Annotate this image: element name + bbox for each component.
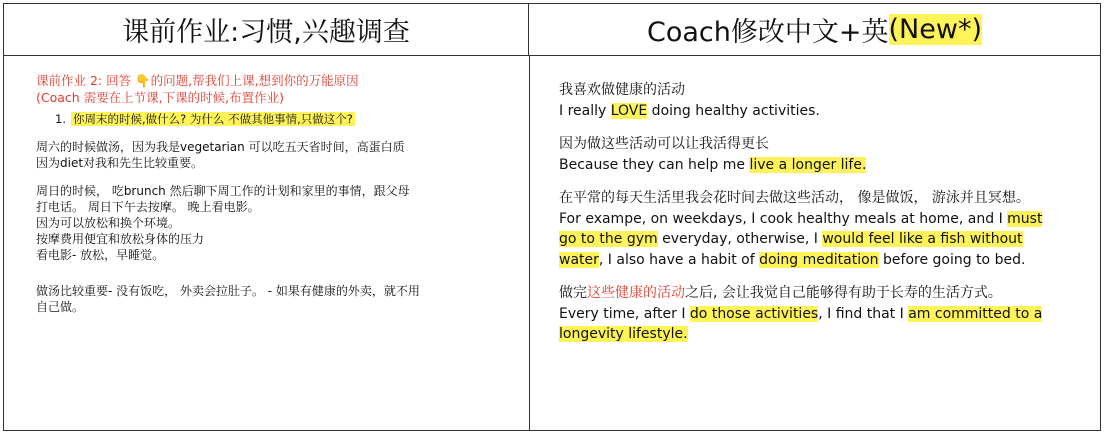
- english-sentence: [559, 101, 1064, 122]
- left-column-content: [36, 72, 506, 315]
- text-run: For exampe, on weekdays, I cook healthy meals at home, and I: [559, 210, 1008, 227]
- right-column-content: [559, 80, 1064, 358]
- assignment-note: (Coach 需要在上节课,下课的时候,布置作业): [36, 90, 285, 105]
- answer-line: 做汤比较重要- 没有饭吃， 外卖会拉肚子。 - 如果有健康的外卖，就不用: [36, 284, 420, 298]
- pointing-down-icon: 👇: [135, 73, 151, 88]
- revision-block-3: [559, 188, 1064, 270]
- answer-paragraph-saturday: [36, 139, 506, 171]
- answer-paragraph-sunday: [36, 183, 506, 263]
- highlighted-phrase: live a longer life.: [749, 156, 867, 173]
- text-run: before going to bed.: [878, 251, 1026, 268]
- chinese-sentence: 因为做这些活动可以让我活得更长: [559, 136, 769, 152]
- highlighted-phrase: LOVE: [610, 102, 648, 119]
- answer-line: 自己做。: [36, 300, 85, 314]
- text-run: 之后, 会让我觉自己能够得有助于长寿的生活方式。: [685, 285, 1002, 301]
- right-header-new-badge: (New*): [888, 14, 982, 45]
- text-run: doing healthy activities.: [647, 102, 820, 119]
- answer-line: 因为可以放松和换个环境。: [36, 216, 181, 230]
- left-column-header: [4, 4, 529, 56]
- highlighted-phrase: must go to the gym: [559, 210, 1043, 247]
- revision-block-4: [559, 283, 1064, 345]
- answer-line: 周日的时候， 吃brunch 然后聊下周工作的计划和家里的事情，跟父母: [36, 184, 410, 198]
- text-run: 做完: [559, 285, 587, 301]
- text-run: I really: [559, 102, 611, 119]
- english-sentence: [559, 155, 1064, 176]
- answer-line: 因为diet对我和先生比较重要。: [36, 156, 204, 170]
- column-divider: [529, 56, 530, 430]
- question-number: 1.: [55, 112, 66, 126]
- chinese-sentence: 我喜欢做健康的活动: [559, 82, 685, 98]
- text-run: , I find that I: [818, 305, 909, 322]
- text-run: everyday, otherwise, I: [657, 231, 823, 247]
- english-sentence: [559, 209, 1064, 271]
- answer-line: 按摩费用便宜和放松身体的压力: [36, 232, 205, 246]
- english-sentence: [559, 304, 1064, 345]
- answer-line: 看电影- 放松，早睡觉。: [36, 248, 165, 262]
- answer-line: 周六的时候做汤，因为我是vegetarian 可以吃五天省时间，高蛋白质: [36, 140, 405, 154]
- highlighted-phrase: doing meditation: [759, 251, 879, 268]
- red-phrase: 这些健康的活动: [587, 285, 685, 301]
- answer-line: 打电话。 周日下午去按摩。 晚上看电影。: [36, 200, 260, 214]
- question-text: 你周末的时候,做什么? 为什么 不做其他事情,只做这个?: [73, 112, 353, 126]
- assignment-title-suffix: 的问题,帮我们上课,想到你的万能原因: [150, 73, 359, 88]
- question-item: [55, 111, 506, 127]
- right-column-header: [529, 4, 1100, 56]
- chinese-sentence: [559, 283, 1064, 304]
- assignment-title: [36, 72, 506, 89]
- highlighted-phrase: am committed to a longevity lifestyle.: [559, 305, 1043, 342]
- right-header-title: Coach修改中文+英: [647, 17, 889, 48]
- text-run: , I also have a habit of: [598, 251, 760, 268]
- answer-paragraph-soup: [36, 283, 506, 315]
- highlighted-phrase: do those activities: [689, 305, 819, 322]
- revision-block-2: [559, 134, 1064, 175]
- chinese-sentence: 在平常的每天生活里我会花时间去做这些活动， 像是做饭， 游泳并且冥想。: [559, 190, 1030, 206]
- text-run: Every time, after I: [559, 305, 690, 322]
- revision-block-1: [559, 80, 1064, 121]
- highlighted-phrase: would feel like a fish without water: [559, 231, 1023, 268]
- left-header-title: 课前作业:习惯,兴趣调查: [122, 17, 410, 48]
- text-run: Because they can help me: [559, 156, 750, 173]
- assignment-title-prefix: 课前作业 2: 回答: [36, 73, 136, 88]
